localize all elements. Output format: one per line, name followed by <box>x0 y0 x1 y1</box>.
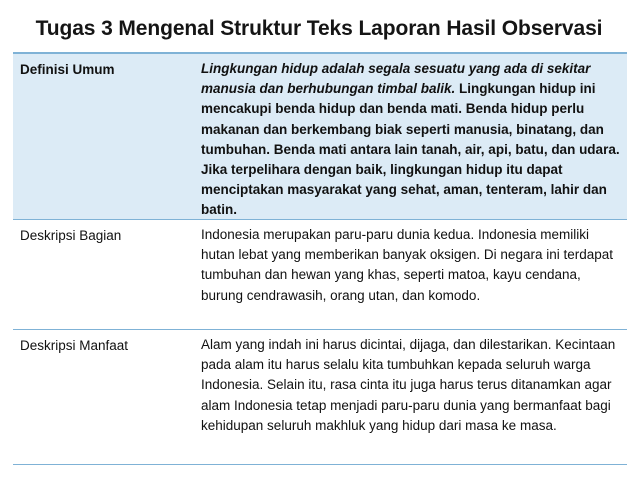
table-row-deskripsi-bagian <box>13 220 627 330</box>
row-content: Alam yang indah ini harus dicintai, dijaga, dan dilestarikan. Kecintaan pada alam itu harus selalu kita tumbuhkan kepada seluruh warga Indonesia. Selain itu, rasa cinta itu juga harus terus ditanamkan agar alam Indonesia tetap menjadi paru-paru dunia yang bermanfaat bagi kehidupan seluruh makhluk yang hidup dari masa ke masa. <box>201 337 616 433</box>
row-label: Deskripsi Manfaat <box>20 338 129 353</box>
observation-table <box>13 52 627 465</box>
row-label: Deskripsi Bagian <box>20 228 122 243</box>
definition-bold-text: Lingkungan hidup ini mencakupi benda hidup dan benda mati. Benda hidup perlu makanan dan berkembang biak seperti manusia, binatang, dan tumbuhan. Benda mati antara lain tanah, air, api, batu, dan udara. Jika terpelihara dengan baik, lingkungan hidup itu dapat menciptakan masyarakat yang sehat, aman, tenteram, lahir dan batin. <box>201 81 620 218</box>
page-title: Tugas 3 Mengenal Struktur Teks Laporan Hasil Observasi <box>35 17 603 40</box>
row-content: Indonesia merupakan paru-paru dunia kedua. Indonesia memiliki hutan lebat yang memberikan banyak oksigen. Di negara ini terdapat tumbuhan dan hewan yang khas, seperti matoa, kayu cendana, burung cendrawasih, orang utan, dan komodo. <box>201 227 614 303</box>
table-row-definisi-umum <box>13 54 627 220</box>
row-label: Definisi Umum <box>20 62 115 77</box>
table-row-deskripsi-manfaat <box>13 330 627 465</box>
definition-italic-text: Lingkungan hidup adalah segala sesuatu yang ada di sekitar manusia dan berhubungan timbal balik. <box>201 61 591 97</box>
row-content <box>201 54 627 219</box>
